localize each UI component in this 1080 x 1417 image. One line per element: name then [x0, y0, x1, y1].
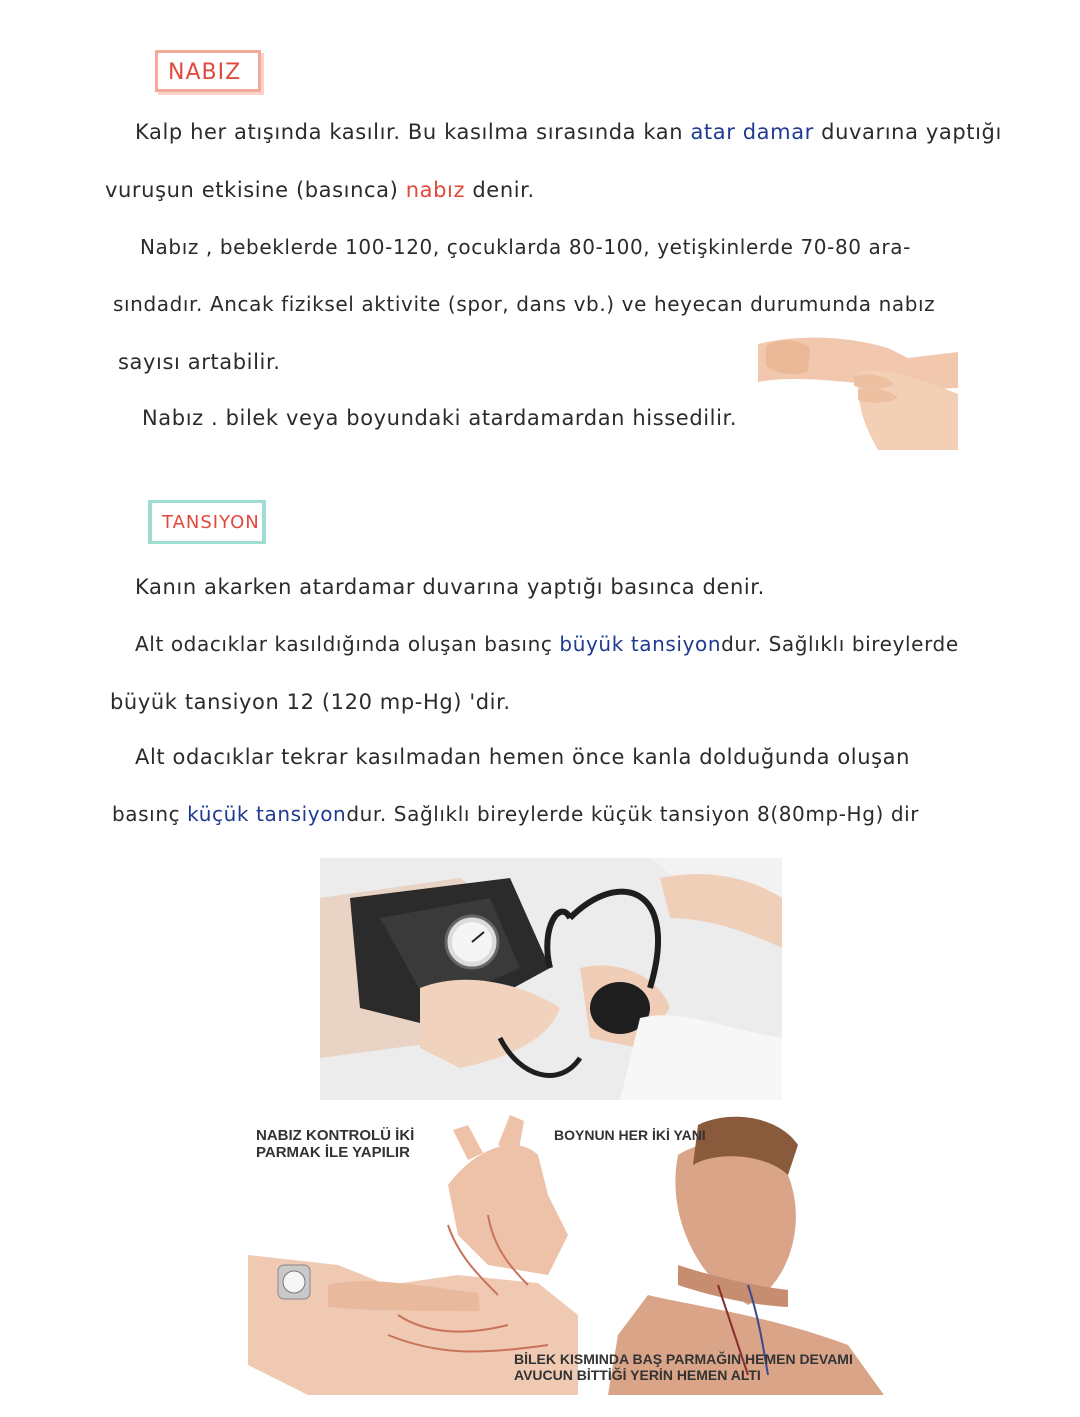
buyuk-tansiyon-term: büyük tansiyon [559, 632, 722, 656]
bottom-caption [514, 1351, 853, 1383]
nabiz-line2-tail: denir. [465, 178, 535, 202]
neck-caption: BOYNUN HER İKİ YANI [554, 1127, 706, 1143]
nabiz-rates-line: Nabız , bebeklerde 100-120, çocuklarda 80-100, yetişkinlerde 70-80 ara- [140, 235, 911, 259]
tansiyon-line2-tail: dur. Sağlıklı bireylerde [721, 632, 959, 656]
wrist-caption-line-2: PARMAK İLE YAPILIR [256, 1144, 410, 1161]
tansiyon-paragraph-line-5 [112, 802, 919, 826]
blood-pressure-illustration [320, 858, 782, 1100]
nabiz-line1-tail: duvarına yaptığı [813, 120, 1002, 144]
buyuk-tansiyon-value-line: büyük tansiyon 12 (120 mp-Hg) 'dir. [110, 690, 511, 714]
nabiz-atardamar-term: atar damar [690, 120, 814, 144]
wrist-caption-line-1: NABIZ KONTROLÜ İKİ [256, 1127, 415, 1144]
nabiz-paragraph-line-2 [105, 178, 535, 202]
tansiyon-title-box [148, 500, 266, 544]
tansiyon-paragraph-line-2 [135, 632, 959, 656]
tansiyon-line5-text: basınç [112, 802, 188, 826]
wrist-caption [256, 1127, 414, 1161]
blood-pressure-photo [320, 858, 782, 1100]
tansiyon-paragraph-line-4: Alt odacıklar tekrar kasılmadan hemen önce kanla dolduğunda oluşan [135, 745, 911, 769]
tansiyon-line5-tail: dur. Sağlıklı bireylerde küçük tansiyon 8(80mp-Hg) dir [346, 802, 920, 826]
bottom-caption-line-2: AVUCUN BİTTİĞİ YERİN HEMEN ALTI [514, 1367, 761, 1383]
nabiz-line1-text: Kalp her atışında kasılır. Bu kasılma sırasında kan [135, 120, 691, 144]
wrist-pulse-photo [758, 332, 958, 450]
nabiz-title-box [155, 50, 261, 92]
kucuk-tansiyon-term: küçük tansiyon [187, 802, 347, 826]
nabiz-title: NABIZ [168, 60, 242, 85]
tansiyon-definition-line: Kanın akarken atardamar duvarına yaptığı basınca denir. [135, 575, 765, 599]
bottom-caption-line-1: BİLEK KISMINDA BAŞ PARMAĞIN HEMEN DEVAMI [514, 1351, 853, 1367]
tansiyon-line2-text: Alt odacıklar kasıldığında oluşan basınç [135, 632, 560, 656]
nabiz-line2-text: vuruşun etkisine (basınca) [105, 178, 406, 202]
nabiz-location-line: Nabız . bilek veya boyundaki atardamardan hissedilir. [142, 406, 738, 430]
tansiyon-title: TANSIYON [162, 512, 260, 533]
wrist-pulse-illustration [758, 332, 958, 450]
nabiz-increase-line: sayısı artabilir. [118, 350, 281, 374]
pulse-points-illustration [248, 1115, 884, 1395]
nabiz-term: nabız [405, 178, 466, 202]
nabiz-activity-line: sındadır. Ancak fiziksel aktivite (spor, dans vb.) ve heyecan durumunda nabız [113, 292, 936, 316]
nabiz-paragraph-line-1 [135, 120, 1002, 144]
